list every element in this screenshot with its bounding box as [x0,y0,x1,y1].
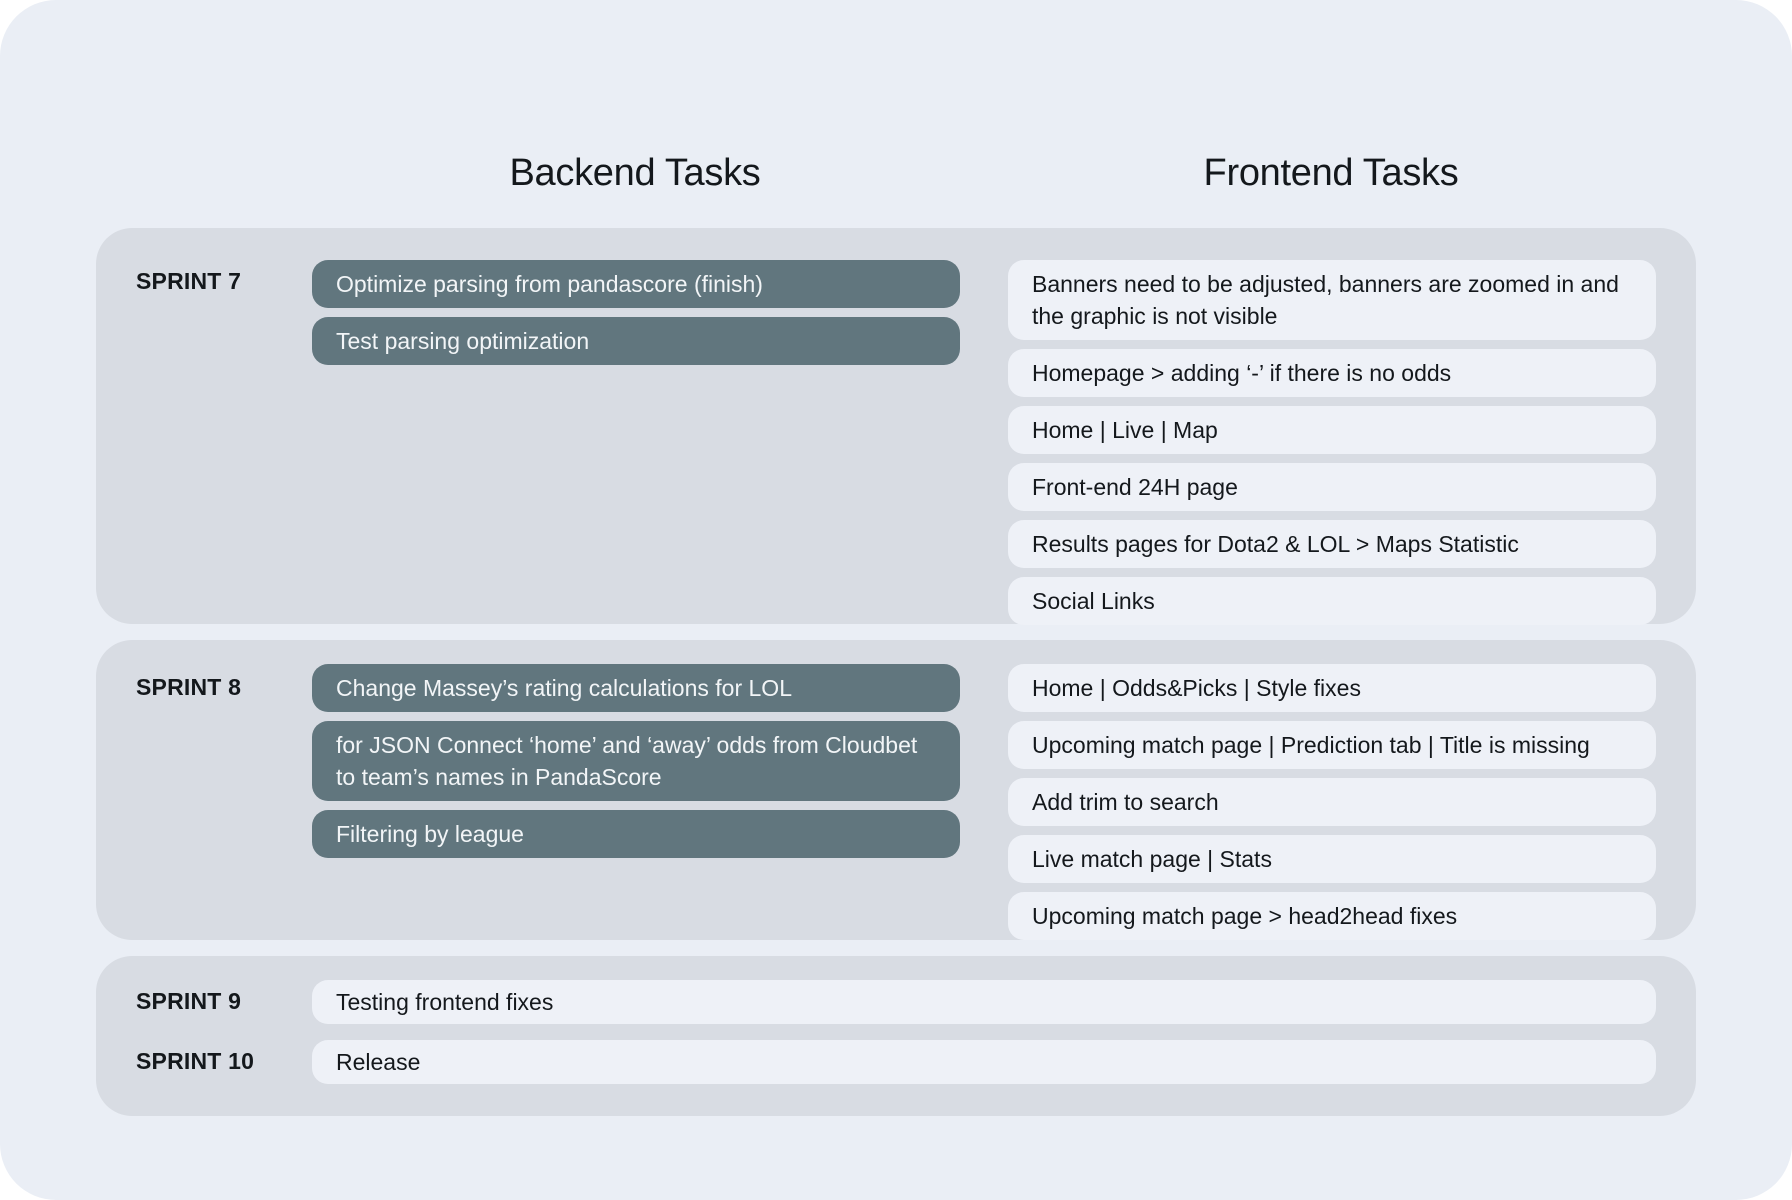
sprint-8-frontend-list [1008,664,1656,940]
backend-task[interactable]: Change Massey’s rating calculations for LOL [312,664,960,712]
backend-task[interactable]: Test parsing optimization [312,317,960,365]
frontend-task[interactable]: Social Links [1008,577,1656,625]
sprint-10-task[interactable]: Release [312,1040,1656,1084]
sprint-8-backend-list [312,664,960,858]
frontend-task[interactable]: Homepage > adding ‘-’ if there is no odds [1008,349,1656,397]
frontend-task[interactable]: Banners need to be adjusted, banners are zoomed in and the graphic is not visible [1008,260,1656,340]
backend-task[interactable]: Filtering by league [312,810,960,858]
sprint-7-label: SPRINT 7 [136,268,242,294]
backend-tasks-heading: Backend Tasks [509,152,761,194]
sprint-9-10-panel [96,956,1696,1116]
frontend-task[interactable]: Add trim to search [1008,778,1656,826]
frontend-task[interactable]: Home | Live | Map [1008,406,1656,454]
frontend-task[interactable]: Results pages for Dota2 & LOL > Maps Statistic [1008,520,1656,568]
sprint-9-task[interactable]: Testing frontend fixes [312,980,1656,1024]
backend-task[interactable]: Optimize parsing from pandascore (finish) [312,260,960,308]
frontend-task[interactable]: Live match page | Stats [1008,835,1656,883]
frontend-task[interactable]: Upcoming match page | Prediction tab | Title is missing [1008,721,1656,769]
sprint-7-backend-list [312,260,960,365]
sprint-8-label: SPRINT 8 [136,674,242,700]
frontend-task[interactable]: Front-end 24H page [1008,463,1656,511]
sprint-8-panel [96,640,1696,940]
sprint-10-label: SPRINT 10 [136,1048,255,1074]
sprint-7-panel [96,228,1696,624]
sprint-9-label: SPRINT 9 [136,988,242,1014]
frontend-task[interactable]: Home | Odds&Picks | Style fixes [1008,664,1656,712]
sprint-7-frontend-list [1008,260,1656,625]
backend-task[interactable]: for JSON Connect ‘home’ and ‘away’ odds from Cloudbet to team’s names in PandaScore [312,721,960,801]
frontend-task[interactable]: Upcoming match page > head2head fixes [1008,892,1656,940]
frontend-tasks-heading: Frontend Tasks [1203,152,1459,194]
